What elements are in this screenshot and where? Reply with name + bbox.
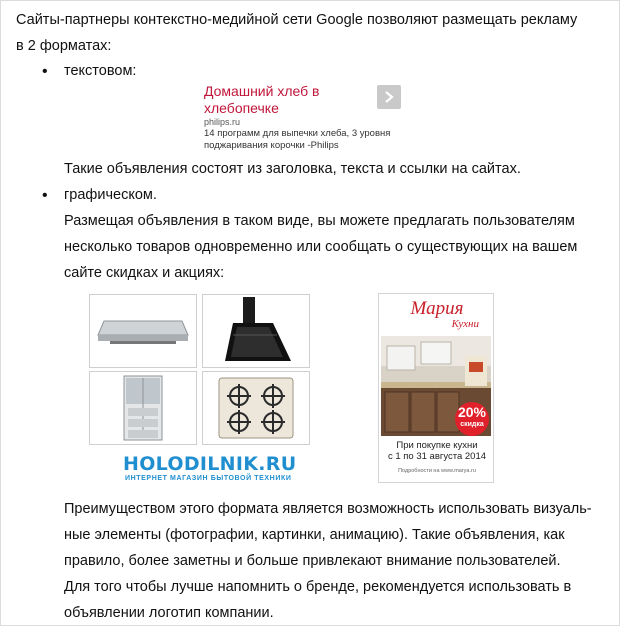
- promo-line-1: При покупке кухни: [396, 440, 478, 451]
- graphic-line-2: несколько товаров одновременно или сообщать о существующих на вашем: [64, 239, 578, 255]
- intro-line-2: в 2 форматах:: [16, 38, 112, 54]
- bullet-icon: •: [42, 187, 48, 204]
- conclusion-line-1: Преимуществом этого формата является возможность использовать визуаль-: [64, 501, 592, 517]
- chevron-right-icon: [383, 90, 395, 104]
- product-image-fridge[interactable]: [89, 371, 197, 445]
- ad-title[interactable]: Домашний хлеб в хлебопечке: [204, 83, 320, 116]
- graphic-format-label: графическом.: [64, 187, 157, 203]
- promo-line-2: с 1 по 31 августа 2014: [387, 451, 487, 462]
- bullet-icon: •: [42, 63, 48, 80]
- ad-domain[interactable]: philips.ru: [204, 117, 241, 127]
- graphic-line-1: Размещая объявления в таком виде, вы можете предлагать пользователям: [64, 213, 575, 229]
- conclusion-line-2: ные элементы (фотографии, картинки, анимацию). Такие объявления, как: [64, 527, 565, 543]
- ad-text: 14 программ для выпечки хлеба, 3 уровня поджаривания корочки -Philips: [204, 128, 391, 151]
- graphic-line-3: сайте скидках и акциях:: [64, 265, 225, 281]
- holodilnik-logo[interactable]: HOLODILNIK.RU: [123, 453, 297, 475]
- product-image-hob[interactable]: [202, 371, 310, 445]
- banner-promo-text: [381, 440, 493, 462]
- text-format-label: текстовом:: [64, 63, 137, 79]
- holodilnik-logo-tagline: ИНТЕРНЕТ МАГАЗИН БЫТОВОЙ ТЕХНИКИ: [125, 475, 292, 482]
- banner-source: Подробности на www.marya.ru: [398, 468, 476, 474]
- ad-arrow-button[interactable]: [377, 85, 401, 109]
- banner-brand: Мария: [410, 298, 464, 319]
- conclusion-line-3: правило, более заметны и больше привлекают внимание пользователей.: [64, 553, 561, 569]
- kitchen-banner-ad[interactable]: [378, 293, 494, 483]
- text-format-caption: Такие объявления состоят из заголовка, текста и ссылки на сайтах.: [64, 161, 521, 177]
- discount-badge: [455, 402, 489, 436]
- intro-line-1: Сайты-партнеры контекстно-медийной сети Google позволяют размещать рекламу: [16, 12, 578, 28]
- conclusion-line-4: Для того чтобы лучше напомнить о бренде, рекомендуется использовать в: [64, 579, 572, 595]
- conclusion-line-5: объявлении логотип компании.: [64, 605, 274, 621]
- product-image-chimney-hood[interactable]: [202, 294, 310, 368]
- badge-percent: 20%: [457, 404, 487, 420]
- banner-brand-sub: Кухни: [451, 318, 479, 330]
- product-image-hood[interactable]: [89, 294, 197, 368]
- badge-label: скидка: [460, 421, 484, 428]
